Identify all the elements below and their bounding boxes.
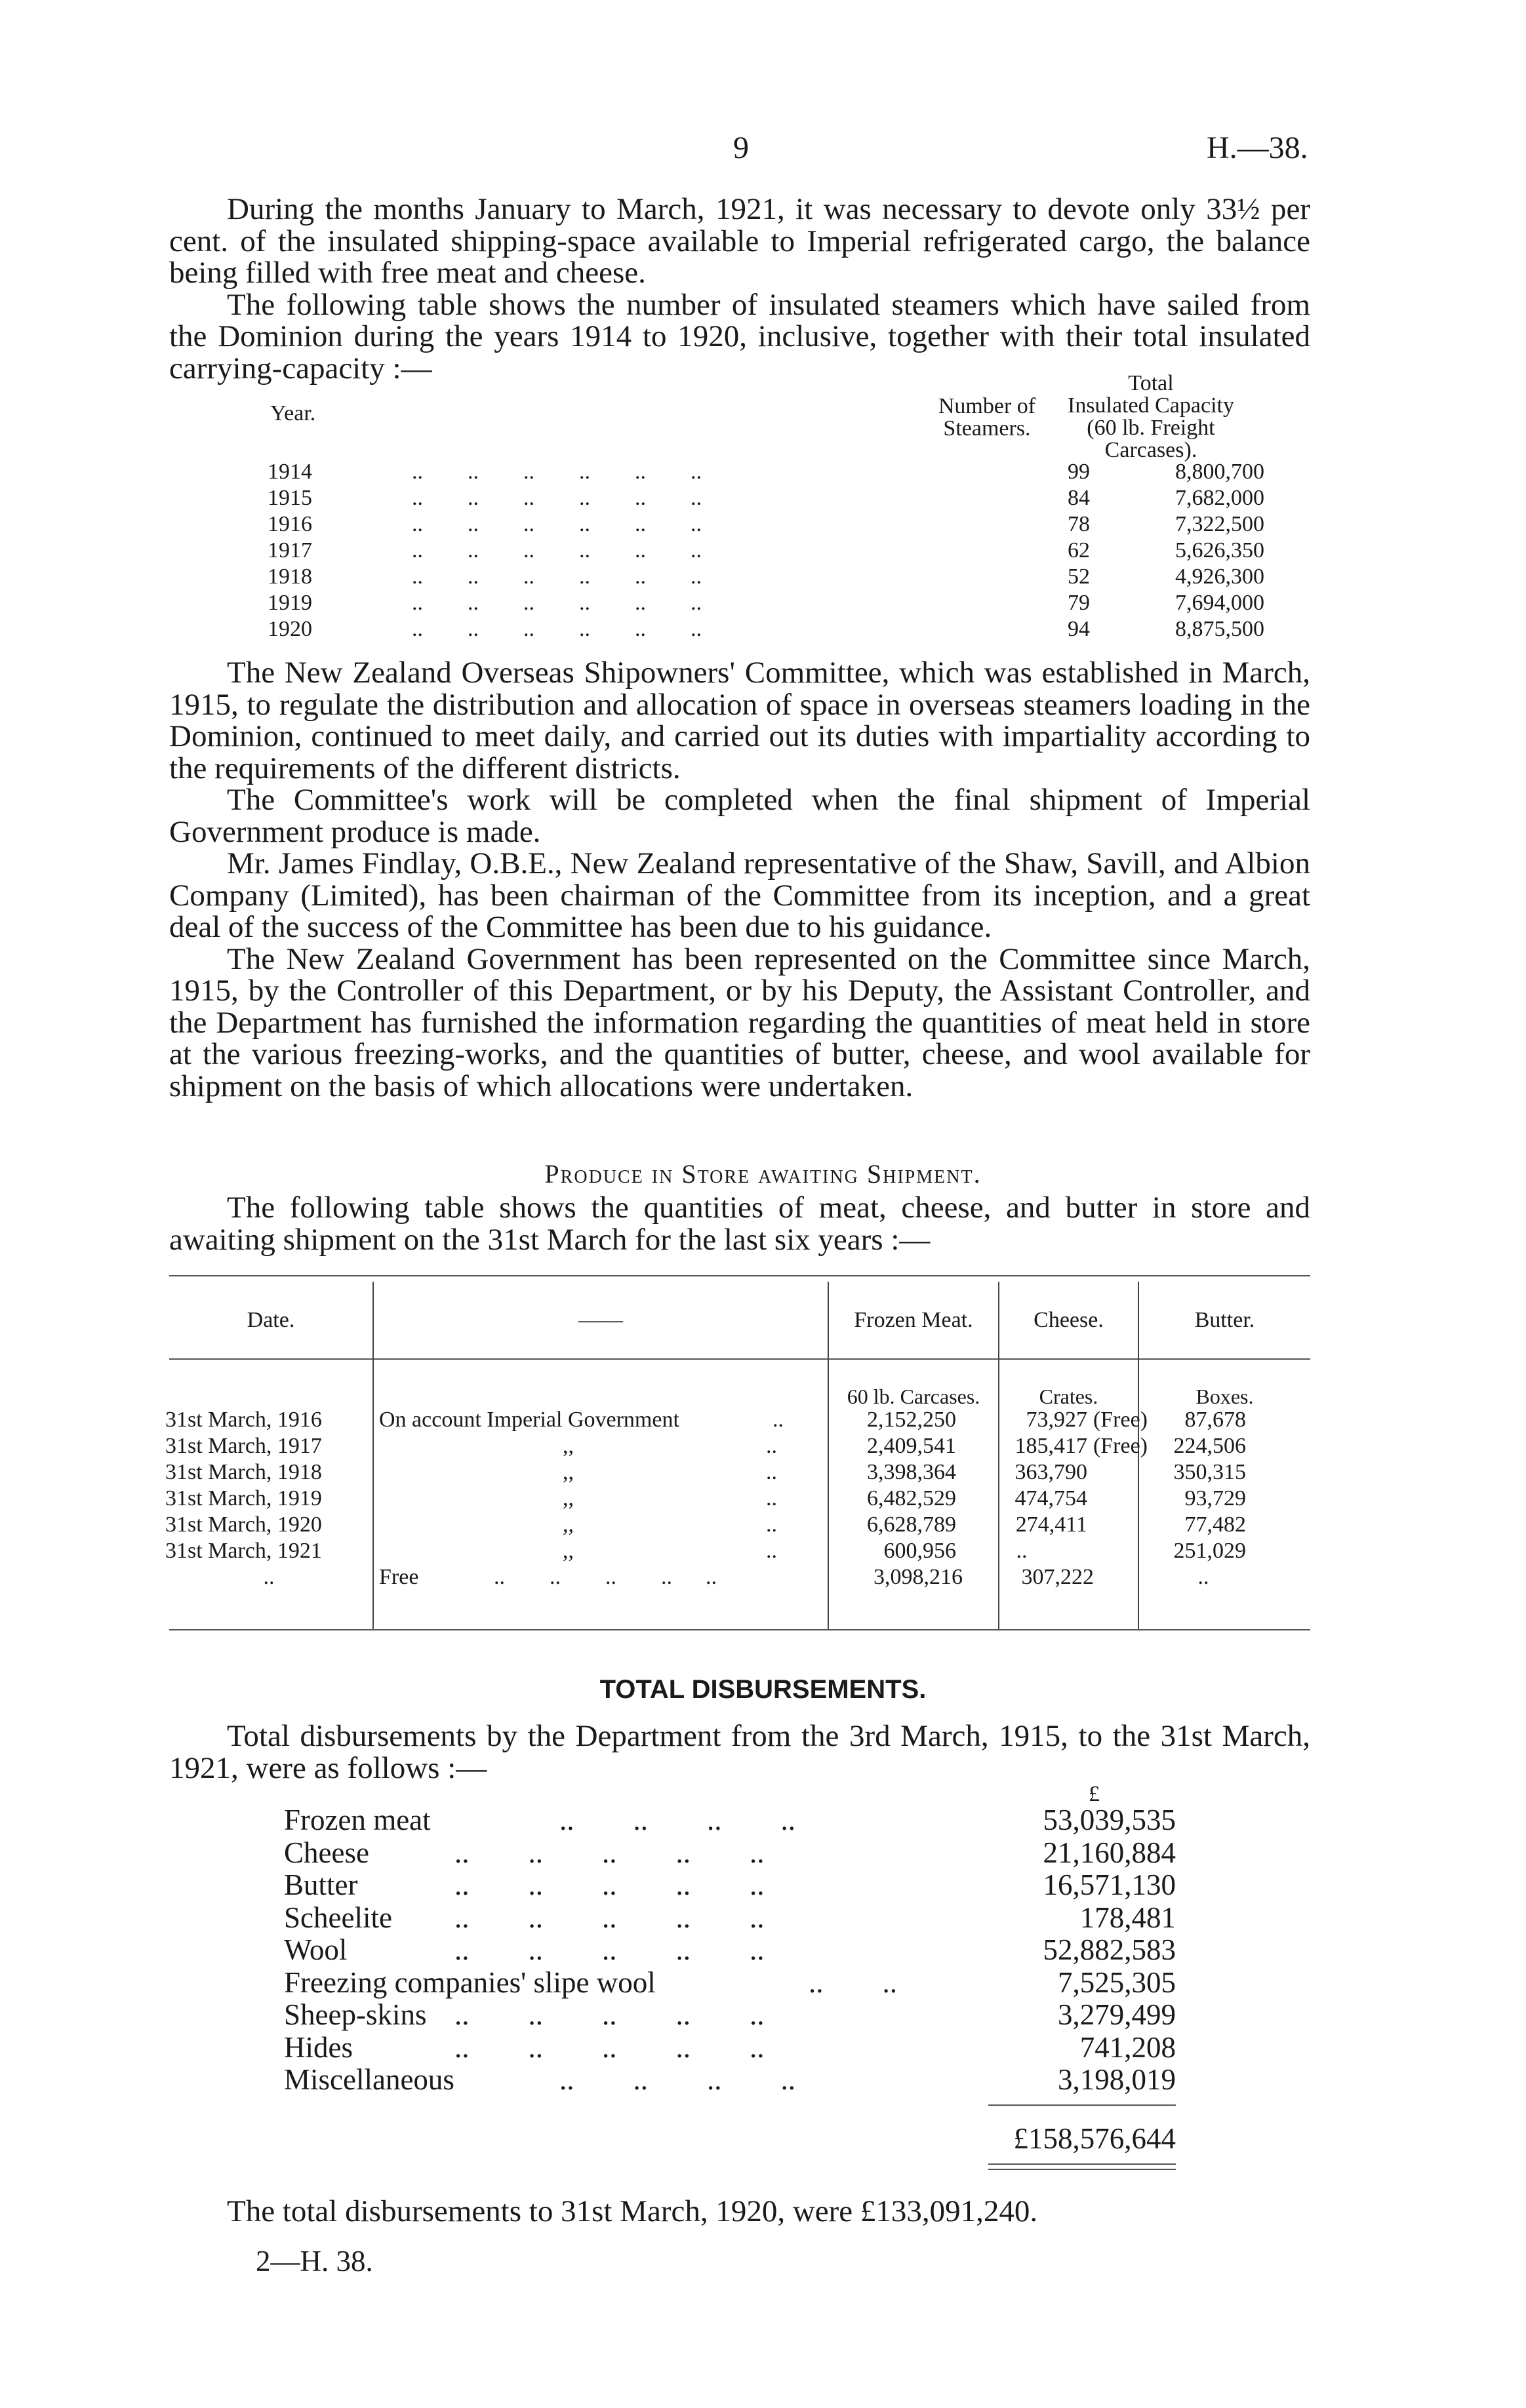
list-item: Scheelite .. .. .. .. .. 178,481 [284, 1901, 1176, 1934]
produce-table-header-rule [169, 1358, 1310, 1360]
produce-header-desc: —— [578, 1308, 623, 1332]
steamers-header-year: Year. [270, 401, 316, 425]
produce-unit-cheese: Crates. [1039, 1385, 1098, 1408]
committee-paragraph-3: Mr. James Findlay, O.B.E., New Zealand representative of the Shaw, Savill, and Albion Company (Limited), has been chairman of the Committee from its inception, and a great deal of the success of the Committee has been due to his guidance. [169, 846, 1310, 944]
list-item: Sheep-skins .. .. .. .. .. 3,279,499 [284, 1998, 1176, 2031]
table-row: 1917 .. .. .. .. .. .. 62 5,626,350 [268, 538, 1264, 563]
total-double-rule-2 [988, 2169, 1176, 2170]
steamers-table-body [268, 459, 1264, 642]
disbursements-intro-section [169, 1720, 1310, 1784]
currency-symbol: £ [1089, 1782, 1100, 1806]
table-row: .. Free .. .. .. .. .. 3,098,216 307,222 .. [263, 1565, 1209, 1589]
list-item: Hides .. .. .. .. .. 741,208 [284, 2030, 1176, 2064]
steamers-header-count: Number of Steamers. [938, 394, 1036, 441]
produce-table-body [165, 1407, 1312, 1590]
footer-signature: 2—H. 38. [256, 2245, 373, 2278]
closing-statement: The total disbursements to 31st March, 1920, were £133,091,240. [227, 2194, 1038, 2228]
document-reference: H.—38. [1207, 130, 1308, 165]
table-row: 31st March, 1920 ,, .. 6,628,789 274,411 77,482 [165, 1512, 1246, 1537]
list-item: Wool .. .. .. .. .. 52,882,583 [284, 1933, 1176, 1966]
committee-paragraph-1: The New Zealand Overseas Shipowners' Committee, which was established in March, 1915, to regulate the distribution and allocation of space in overseas steamers loading in the Dominion, continued to meet daily, and carried out its duties with impartiality according to the requirements of the different districts. [169, 656, 1310, 785]
produce-header-butter: Butter. [1194, 1308, 1255, 1332]
total-top-rule [988, 2104, 1176, 2106]
produce-unit-meat: 60 lb. Carcases. [847, 1385, 980, 1408]
list-item: Cheese .. .. .. .. .. 21,160,884 [284, 1836, 1176, 1869]
table-row: 1914 .. .. .. .. .. .. 99 8,800,700 [268, 460, 1264, 484]
produce-table-bottom-rule [169, 1629, 1310, 1630]
total-double-rule-1 [988, 2163, 1176, 2165]
disbursements-heading: TOTAL DISBURSEMENTS. [599, 1675, 927, 1704]
committee-paragraph-4: The New Zealand Government has been represented on the Committee since March, 1915, by the Controller of this Department, or by his Deputy, the Assistant Controller, and the Department has furnished the information regarding the quantities of meat held in store at the various freezing-works, and the quantities of butter, cheese, and wool available for shipment on the basis of which allocations were undertaken. [169, 941, 1310, 1103]
committee-section [169, 657, 1310, 1102]
table-row: 1919 .. .. .. .. .. .. 79 7,694,000 [268, 591, 1264, 615]
produce-header-date: Date. [247, 1308, 295, 1332]
disbursements-list [284, 1804, 1176, 2097]
steamers-header-capacity: Total Insulated Capacity (60 lb. Freight Carcases). [1068, 371, 1234, 462]
table-row: 1916 .. .. .. .. .. .. 78 7,322,500 [268, 512, 1264, 536]
produce-intro: The following table shows the quantities of meat, cheese, and butter in store and awaiting shipment on the 31st March for the last six years :— [169, 1191, 1310, 1257]
page-number: 9 [733, 130, 749, 165]
table-row: 31st March, 1918 ,, .. 3,398,364 363,790 350,315 [165, 1460, 1246, 1484]
intro-section [169, 193, 1310, 384]
list-item: Butter .. .. .. .. .. 16,571,130 [284, 1868, 1176, 1901]
table-row: 31st March, 1917 ,, .. 2,409,541 185,417 (Free) 224,506 [165, 1434, 1246, 1458]
produce-header-meat: Frozen Meat. [854, 1308, 973, 1332]
table-row: 31st March, 1919 ,, .. 6,482,529 474,754 93,729 [165, 1486, 1246, 1510]
disbursements-total: £158,576,644 [1013, 2122, 1176, 2155]
list-item: Frozen meat .. .. .. .. 53,039,535 [284, 1804, 1176, 1836]
committee-paragraph-2: The Committee's work will be completed when the final shipment of Imperial Government produce is made. [169, 783, 1310, 849]
intro-paragraph-1: During the months January to March, 1921, it was necessary to devote only 33½ per cent. of the insulated shipping-space available to Imperial refrigerated cargo, the balance being filled with free meat and cheese. [169, 192, 1310, 290]
produce-heading: Produce in Store awaiting Shipment. [544, 1159, 982, 1189]
table-row: 1915 .. .. .. .. .. .. 84 7,682,000 [268, 486, 1264, 510]
table-row: 1920 .. .. .. .. .. .. 94 8,875,500 [268, 617, 1264, 641]
table-row: 1918 .. .. .. .. .. .. 52 4,926,300 [268, 564, 1264, 589]
produce-unit-butter: Boxes. [1195, 1385, 1254, 1408]
intro-paragraph-2: The following table shows the number of insulated steamers which have sailed from the Dominion during the years 1914 to 1920, inclusive, together with their total insulated carrying-capacity :— [169, 287, 1310, 385]
list-item: Freezing companies' slipe wool .. .. 7,525,305 [284, 1965, 1176, 1999]
produce-intro-section [169, 1192, 1310, 1255]
table-row: 31st March, 1916 On account Imperial Government .. 2,152,250 73,927 (Free) 87,678 [165, 1408, 1246, 1432]
list-item: Miscellaneous .. .. .. .. 3,198,019 [284, 2063, 1176, 2096]
produce-table-top-rule [169, 1275, 1310, 1276]
table-row: 31st March, 1921 ,, .. 600,956 .. 251,029 [165, 1539, 1246, 1563]
disbursements-intro: Total disbursements by the Department from the 3rd March, 1915, to the 31st March, 1921, were as follows :— [169, 1719, 1310, 1785]
produce-header-cheese: Cheese. [1034, 1308, 1104, 1332]
